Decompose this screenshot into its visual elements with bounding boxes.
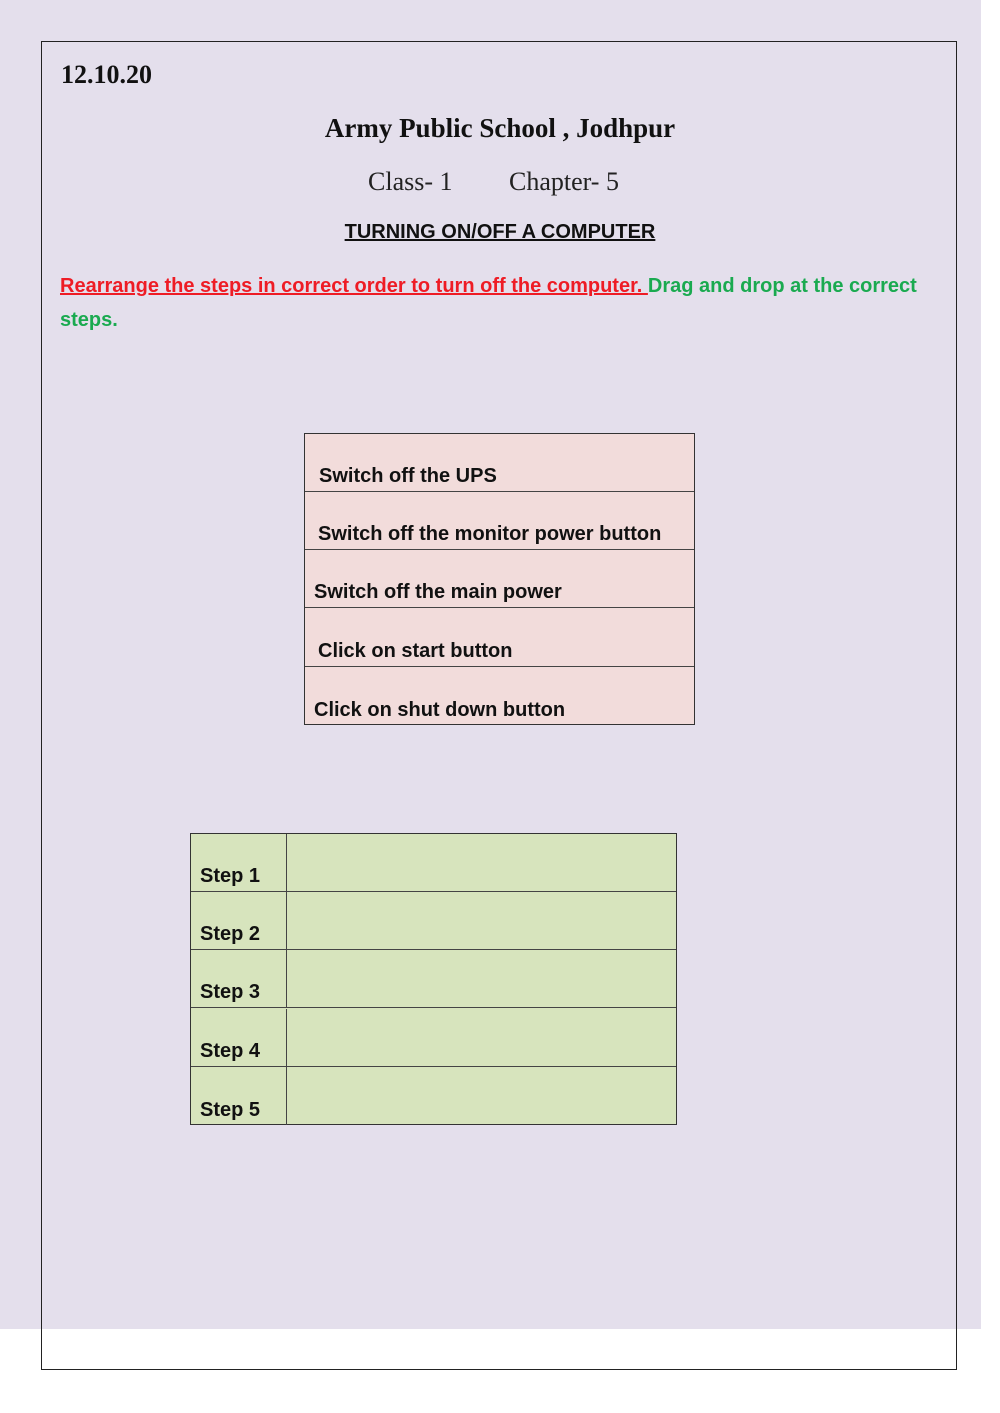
step-label: Step 3 bbox=[200, 981, 261, 1003]
step-row bbox=[191, 834, 676, 892]
step-label: Step 4 bbox=[200, 1040, 261, 1062]
step-label: Step 5 bbox=[200, 1099, 261, 1121]
steps-table bbox=[190, 833, 677, 1125]
option-item[interactable] bbox=[305, 434, 694, 492]
date: 12.10.20 bbox=[61, 60, 152, 89]
step-label: Step 1 bbox=[200, 865, 261, 887]
option-label: Click on start button bbox=[318, 640, 513, 662]
school-title: Army Public School , Jodhpur bbox=[324, 113, 676, 143]
option-label: Switch off the main power bbox=[314, 581, 562, 603]
step-row bbox=[191, 1009, 676, 1067]
class-label: Class- 1 bbox=[368, 167, 453, 196]
step-row bbox=[191, 950, 676, 1008]
step-row bbox=[191, 892, 676, 950]
step-drop-zone[interactable] bbox=[286, 1067, 676, 1125]
option-item[interactable] bbox=[305, 667, 694, 725]
step-drop-zone[interactable] bbox=[286, 1009, 676, 1066]
topic-heading: TURNING ON/OFF A COMPUTER bbox=[344, 221, 656, 243]
option-label: Click on shut down button bbox=[314, 699, 566, 721]
instructions bbox=[60, 269, 930, 337]
chapter-label: Chapter- 5 bbox=[509, 167, 619, 196]
step-drop-zone[interactable] bbox=[286, 950, 676, 1007]
step-drop-zone[interactable] bbox=[286, 892, 676, 949]
instruction-green: Drag and drop at the correct steps. bbox=[60, 275, 917, 331]
option-item[interactable] bbox=[305, 609, 694, 667]
option-label: Switch off the UPS bbox=[319, 465, 497, 487]
instruction-red: Rearrange the steps in correct order to turn off the computer. bbox=[60, 275, 648, 297]
option-item[interactable] bbox=[305, 492, 694, 550]
step-label: Step 2 bbox=[200, 923, 261, 945]
option-item[interactable] bbox=[305, 550, 694, 608]
step-row bbox=[191, 1067, 676, 1125]
step-drop-zone[interactable] bbox=[286, 834, 676, 891]
option-label: Switch off the monitor power button bbox=[318, 523, 662, 545]
options-box bbox=[304, 433, 695, 725]
